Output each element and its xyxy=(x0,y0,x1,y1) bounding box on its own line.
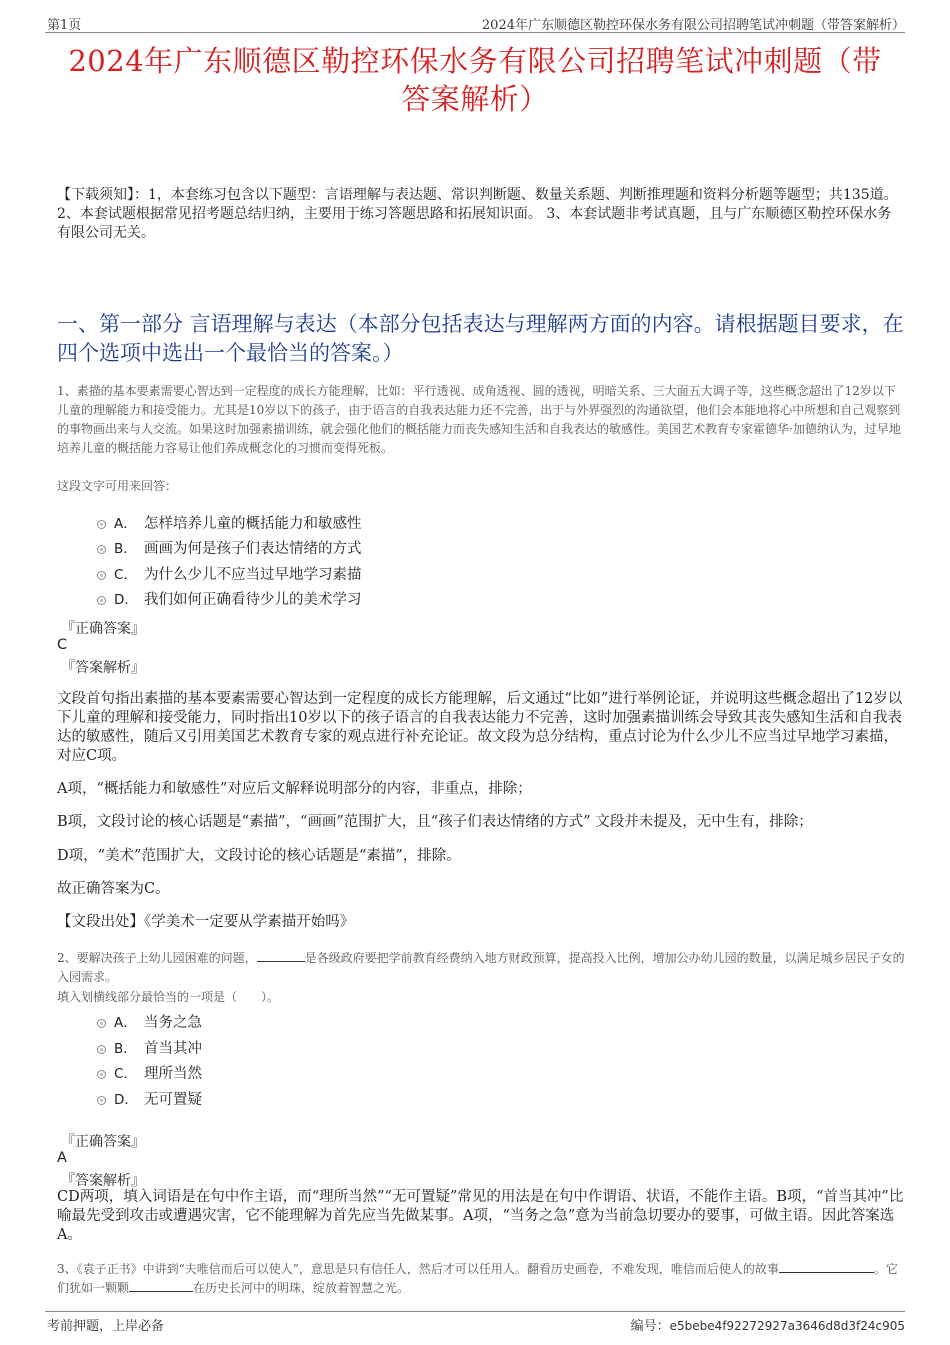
question-2-option-b[interactable]: B． 首当其冲 xyxy=(97,1036,202,1058)
footer-divider xyxy=(45,1311,905,1312)
question-1-analysis-d: D项，“美术”范围扩大，文段讨论的核心话题是“素描”，排除。 xyxy=(57,848,461,864)
radio-icon[interactable] xyxy=(97,1096,106,1105)
radio-icon[interactable] xyxy=(97,545,106,554)
question-1-conclusion: 故正确答案为C。 xyxy=(57,881,170,897)
header-divider xyxy=(45,32,905,33)
question-1-analysis-main: 文段首句指出素描的基本要素需要心智达到一定程度的成长方能理解，后文通过“比如”进行举例论证，并说明这些概念超出了12岁以下儿童的理解和接受能力，同时指出10岁以下的孩子语言的自我表达能力不完善，这时加强素描训练会导致其丧失感知生活和自我表达的敏感性，随后又引用美国艺术教育专家的观点进行补充论证。故文段为总分结构，重点讨论为什么少儿不应当过早地学习素描，对应C项。 xyxy=(57,691,903,764)
radio-icon[interactable] xyxy=(97,571,106,580)
footer-slogan: 考前押题，上岸必备 xyxy=(47,1319,165,1334)
question-2-stem: 2、要解决孩子上幼儿园困难的问题， 是各级政府要把学前教育经费纳入地方财政预算，提高投入比例，增加公办幼儿园的数量，以满足城乡居民子女的入园需求。 xyxy=(57,951,905,984)
question-2-prompt: 填入划横线部分最恰当的一项是（ ）。 xyxy=(57,990,280,1004)
footer-code: 编号：e5bebe4f92272927a3646d8d3f24c905 xyxy=(630,1319,905,1334)
question-1-prompt: 这段文字可用来回答： xyxy=(57,479,178,493)
question-1-answer-label: 『正确答案』 xyxy=(61,621,145,637)
question-1-analysis-b: B项，文段讨论的核心话题是“素描”，“画画”范围扩大，且“孩子们表达情绪的方式” 文段并未提及，无中生有，排除； xyxy=(57,814,813,830)
fill-blank[interactable] xyxy=(779,1260,874,1273)
question-1-option-a[interactable]: A． 怎样培养儿童的概括能力和敏感性 xyxy=(97,511,362,533)
question-1-answer: C xyxy=(57,637,68,653)
section-heading: 一、第一部分 言语理解与表达（本部分包括表达与理解两方面的内容。请根据题目要求，在四个选项中选出一个最恰当的答案。） xyxy=(57,312,904,365)
fill-blank[interactable] xyxy=(257,949,305,962)
question-1-option-d[interactable]: D． 我们如何正确看待少儿的美术学习 xyxy=(97,587,362,609)
page-title xyxy=(40,42,910,118)
radio-icon[interactable] xyxy=(97,1019,106,1028)
page-number: 第1页 xyxy=(47,18,82,33)
radio-icon[interactable] xyxy=(97,596,106,605)
question-2-option-c[interactable]: C． 理所当然 xyxy=(97,1061,202,1083)
question-1-source: 【文段出处】《学美术一定要从学素描开始吗》 xyxy=(57,914,355,930)
fill-blank[interactable] xyxy=(129,1279,193,1292)
page-title-line-2: 答案解析） xyxy=(401,82,549,116)
page-title-line-1: 2024年广东顺德区勒控环保水务有限公司招聘笔试冲刺题（带 xyxy=(68,44,882,78)
radio-icon[interactable] xyxy=(97,520,106,529)
radio-icon[interactable] xyxy=(97,1045,106,1054)
question-1-option-c[interactable]: C． 为什么少儿不应当过早地学习素描 xyxy=(97,562,362,584)
radio-icon[interactable] xyxy=(97,1070,106,1079)
download-notice: 【下载须知】：1，本套练习包含以下题型：言语理解与表达题、常识判断题、数量关系题、判断推理题和资料分析题等题型；共135道。 2、本套试题根据常见招考题总结归纳，主要用于练习答题思路和拓展知识面。 3、本套试题非考试真题，且与广东顺德区勒控环保水务有限公司无关。 xyxy=(57,187,898,241)
question-2-answer: A xyxy=(57,1150,67,1166)
question-1-analysis-a: A项，“概括能力和敏感性”对应后文解释说明部分的内容，非重点，排除； xyxy=(57,781,532,797)
running-header-title: 2024年广东顺德区勒控环保水务有限公司招聘笔试冲刺题（带答案解析） xyxy=(481,18,905,33)
question-2-option-d[interactable]: D． 无可置疑 xyxy=(97,1087,202,1109)
question-3-stem: 3、《袁子正书》中讲到“夫唯信而后可以使人”，意思是只有信任人，然后才可以任用人。翻看历史画卷，不难发现，唯信而后使人的故事 。它们犹如一颗颗 在历史长河中的明珠，绽放着智慧之光。 xyxy=(57,1262,898,1295)
question-1-option-b[interactable]: B． 画画为何是孩子们表达情绪的方式 xyxy=(97,536,362,558)
question-1-analysis-label: 『答案解析』 xyxy=(61,660,145,676)
question-2-option-a[interactable]: A． 当务之急 xyxy=(97,1010,202,1032)
question-2-analysis-label: 『答案解析』 xyxy=(61,1173,145,1189)
question-2-answer-label: 『正确答案』 xyxy=(61,1134,145,1150)
question-2-analysis: CD两项，填入词语是在句中作主语，而“理所当然”“无可置疑”常见的用法是在句中作谓语、状语，不能作主语。B项，“首当其冲”比喻最先受到攻击或遭遇灾害，它不能理解为首先应当先做某事。A项，“当务之急”意为当前急切要办的要事，可做主语。因此答案选A。 xyxy=(57,1189,904,1243)
question-1-stem: 1、素描的基本要素需要心智达到一定程度的成长方能理解，比如：平行透视、成角透视、圆的透视，明暗关系、三大面五大调子等，这些概念超出了12岁以下儿童的理解能力和接受能力。尤其是10岁以下的孩子，由于语言的自我表达能力还不完善，出于与外界强烈的沟通欲望，他们会本能地将心中所想和自己观察到的事物画出来与人交流。如果这时加强素描训练，就会强化他们的概括能力而丧失感知生活和自我表达的敏感性。美国艺术教育专家霍德华·加德纳认为，过早地培养儿童的概括能力容易让他们养成概念化的习惯而变得死板。 xyxy=(57,384,901,455)
